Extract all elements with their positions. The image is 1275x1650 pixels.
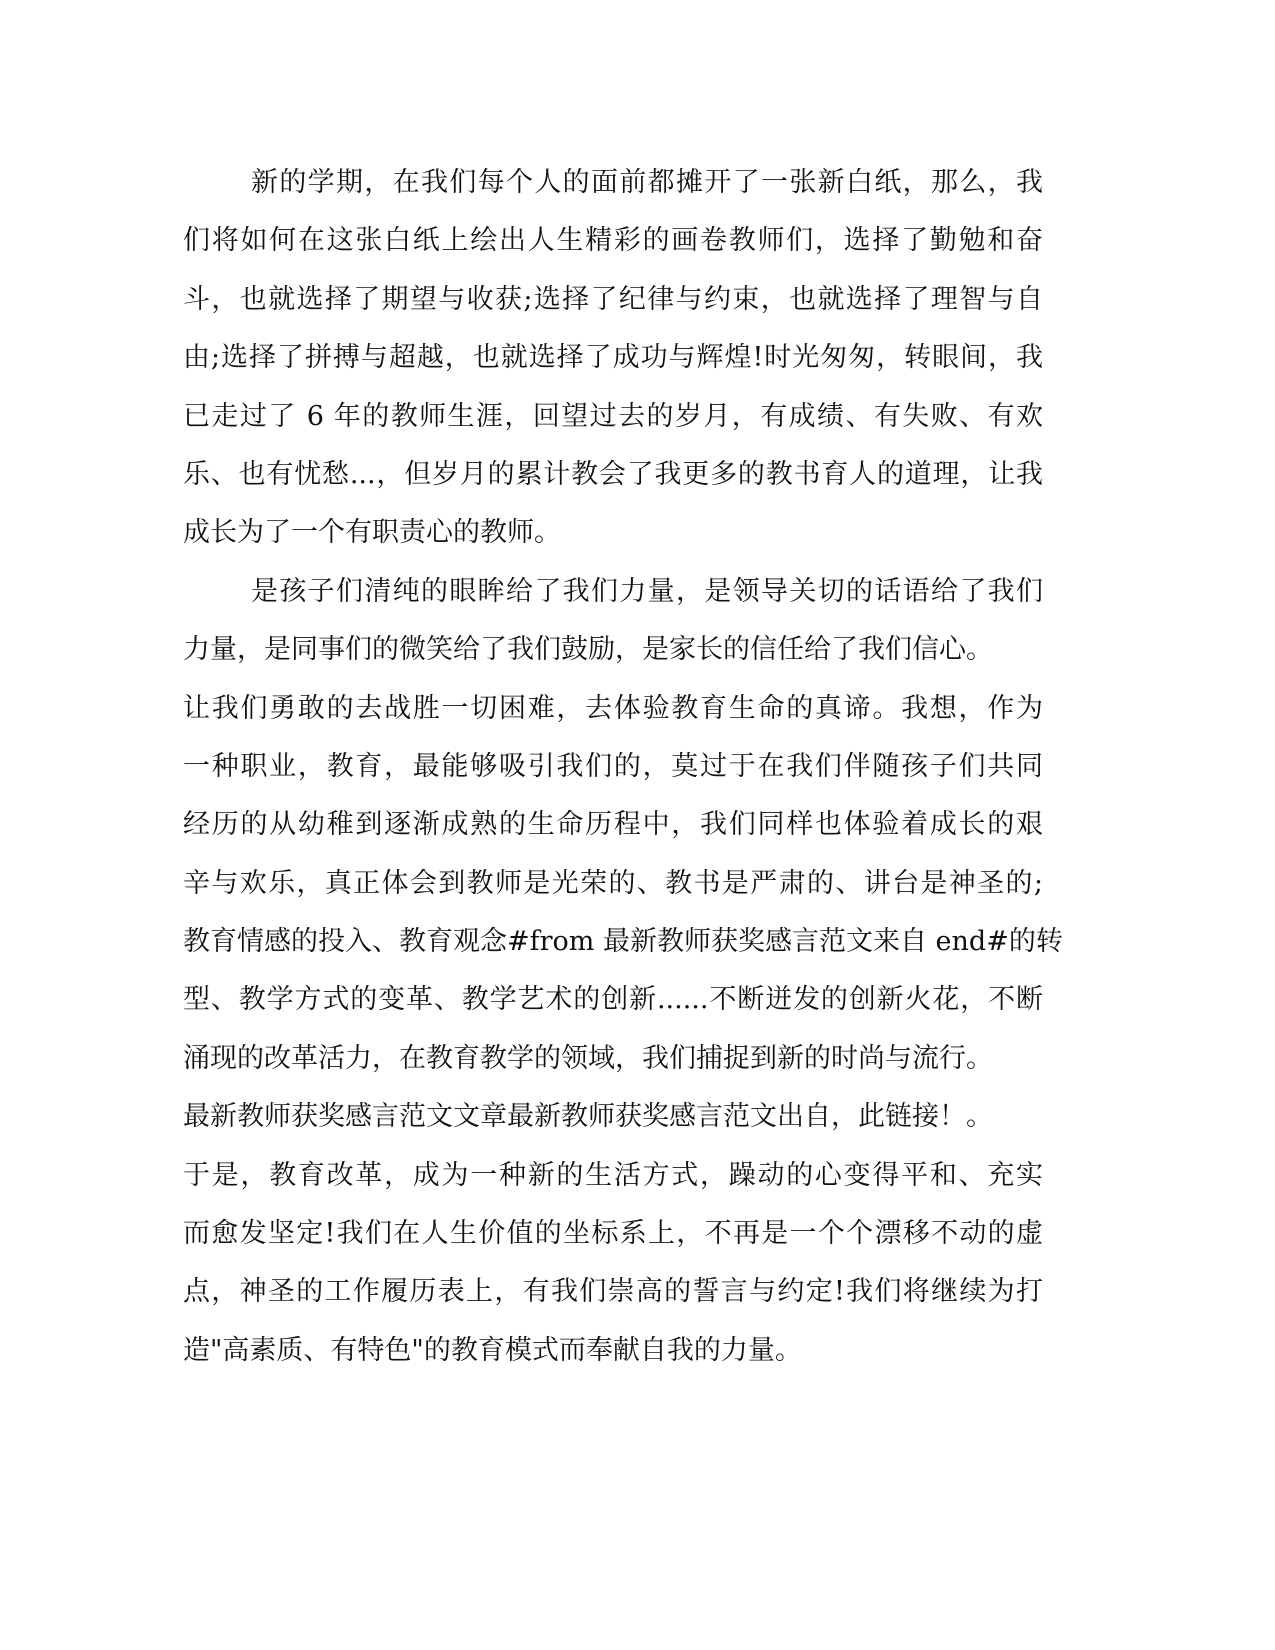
text-line: 而愈发坚定!我们在人生价值的坐标系上，不再是一个个漂移不动的虚 bbox=[183, 1218, 1043, 1250]
text-line: 教育情感的投入、教育观念#from 最新教师获奖感言范文来自 end#的转 bbox=[183, 926, 1063, 958]
text-line: 型、教学方式的变革、教学艺术的创新......不断迸发的创新火花，不断 bbox=[183, 984, 1043, 1016]
paragraph-5 bbox=[183, 1153, 1043, 1387]
text-line: 一种职业，教育，最能够吸引我们的，莫过于在我们伴随孩子们共同 bbox=[183, 750, 1043, 782]
document-body bbox=[183, 160, 1063, 1386]
text-line: 让我们勇敢的去战胜一切困难，去体验教育生命的真谛。我想，作为 bbox=[183, 692, 1043, 724]
text-line: 力量，是同事们的微笑给了我们鼓励，是家长的信任给了我们信心。 bbox=[183, 634, 993, 666]
text-line: 成长为了一个有职责心的教师。 bbox=[183, 517, 561, 549]
text-line: 最新教师获奖感言范文文章最新教师获奖感言范文出自，此链接！。 bbox=[183, 1101, 993, 1133]
text-line: 辛与欢乐，真正体会到教师是光荣的、教书是严肃的、讲台是神圣的; bbox=[183, 867, 1043, 899]
text-line: 斗，也就选择了期望与收获;选择了纪律与约束，也就选择了理智与自 bbox=[183, 283, 1043, 315]
text-line: 已走过了 6 年的教师生涯，回望过去的岁月，有成绩、有失败、有欢 bbox=[183, 400, 1043, 432]
text-line: 是孩子们清纯的眼眸给了我们力量，是领导关切的话语给了我们 bbox=[251, 575, 1043, 607]
text-line: 由;选择了拼搏与超越，也就选择了成功与辉煌!时光匆匆，转眼间，我 bbox=[183, 342, 1043, 374]
text-line: 经历的从幼稚到逐渐成熟的生命历程中，我们同样也体验着成长的艰 bbox=[183, 809, 1043, 841]
paragraph-1 bbox=[183, 160, 1043, 569]
text-line: 们将如何在这张白纸上绘出人生精彩的画卷教师们，选择了勤勉和奋 bbox=[183, 225, 1043, 257]
paragraph-2 bbox=[183, 569, 1043, 686]
text-line: 点，神圣的工作履历表上，有我们崇高的誓言与约定!我们将继续为打 bbox=[183, 1276, 1043, 1308]
text-line: 于是，教育改革，成为一种新的生活方式，躁动的心变得平和、充实 bbox=[183, 1159, 1043, 1191]
text-line: 新的学期，在我们每个人的面前都摊开了一张新白纸，那么，我 bbox=[251, 167, 1043, 198]
paragraph-4 bbox=[183, 1094, 1043, 1152]
text-line: 造"高素质、有特色"的教育模式而奉献自我的力量。 bbox=[183, 1334, 802, 1366]
text-line: 乐、也有忧愁...，但岁月的累计教会了我更多的教书育人的道理，让我 bbox=[183, 458, 1043, 490]
text-line: 涌现的改革活力，在教育教学的领域，我们捕捉到新的时尚与流行。 bbox=[183, 1042, 993, 1074]
paragraph-3 bbox=[183, 686, 1063, 1095]
